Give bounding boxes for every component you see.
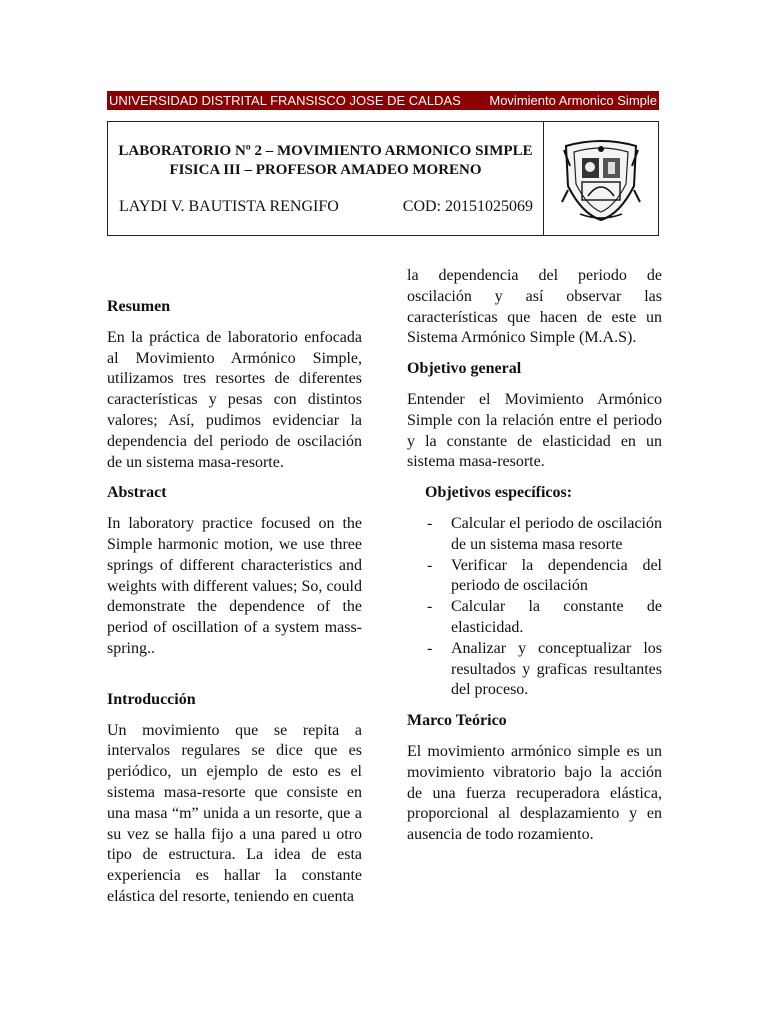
objetivos-especificos-heading: Objetivos específicos:: [425, 484, 573, 502]
objetivo-general-paragraph: Entender el Movimiento Armónico Simple con la relación entre el periodo y la constante de elasticidad en un sistema masa-resorte.: [407, 390, 662, 471]
continued-paragraph: la dependencia del periodo de oscilación y así observar las características que hacen de este un Sistema Armónico Simple (M.A.S).: [407, 267, 662, 347]
student-code: COD: 20151025069: [402, 198, 533, 215]
bullet-dash: -: [427, 639, 433, 657]
author-row: [119, 198, 533, 216]
intro-paragraph: Un movimiento que se repita a intervalos regulares se dice que es periódico, un ejemplo de esto es el sistema masa-resorte que consiste en una masa “m” unida a un resorte, que a su vez se halla fijo a una pared u otro tipo de estructura. La idea de esta experiencia es hallar la constante elástica del resorte, teniendo en cuenta: [107, 721, 362, 905]
marco-teorico-paragraph: El movimiento armónico simple es un movimiento vibratorio bajo la acción de una fuerza recuperadora elástica, proporcional al desplazamiento y en ausencia de todo rozamiento.: [407, 742, 662, 844]
abstract-heading: Abstract: [107, 484, 167, 502]
bullet-dash: -: [427, 514, 433, 532]
resumen-heading: Resumen: [107, 298, 171, 315]
left-column: [107, 297, 362, 918]
paper-title: LABORATORIO Nº 2 – MOVIMIENTO ARMONICO SIMPLE: [118, 143, 533, 159]
course-professor: FISICA III – PROFESOR AMADEO MORENO: [169, 162, 482, 178]
header-university: UNIVERSIDAD DISTRITAL FRANSISCO JOSE DE CALDAS: [109, 93, 461, 108]
resumen-paragraph: En la práctica de laboratorio enfocada al Movimiento Armónico Simple, utilizamos tres resortes de diferentes características y pesas con distintos valores; Así, pudimos evidenciar la dependencia del periodo de oscilación de un sistema masa-resorte.: [107, 328, 362, 471]
logo-cell: [544, 122, 658, 235]
right-column: [407, 266, 662, 856]
title-text-cell: [108, 122, 544, 235]
abstract-paragraph: In laboratory practice focused on the Simple harmonic motion, we use three springs of different characteristics and weights with different values; So, could demonstrate the dependence of the period of oscillation of a system mass-spring..: [107, 515, 362, 657]
title-block: [107, 121, 659, 236]
list-item: - Calcular la constante de elasticidad.: [427, 598, 662, 636]
list-item: - Verificar la dependencia del periodo de oscilación: [427, 556, 662, 595]
spacer: [107, 670, 362, 690]
intro-heading: Introducción: [107, 690, 196, 708]
objetivos-list: [407, 514, 662, 701]
marco-teorico-heading: Marco Teórico: [407, 712, 507, 730]
bullet-dash: -: [427, 556, 433, 574]
list-item: - Calcular el periodo de oscilación de un sistema masa resorte: [427, 514, 662, 553]
list-item: - Analizar y conceptualizar los resultados y graficas resultantes del proceso.: [427, 639, 662, 699]
author-name: LAYDI V. BAUTISTA RENGIFO: [119, 198, 339, 215]
bullet-dash: -: [427, 598, 433, 616]
university-seal-icon: [560, 136, 642, 222]
objetivo-general-heading: Objetivo general: [407, 360, 522, 378]
header-topic: Movimiento Armonico Simple: [489, 93, 657, 108]
running-header: [107, 91, 659, 110]
